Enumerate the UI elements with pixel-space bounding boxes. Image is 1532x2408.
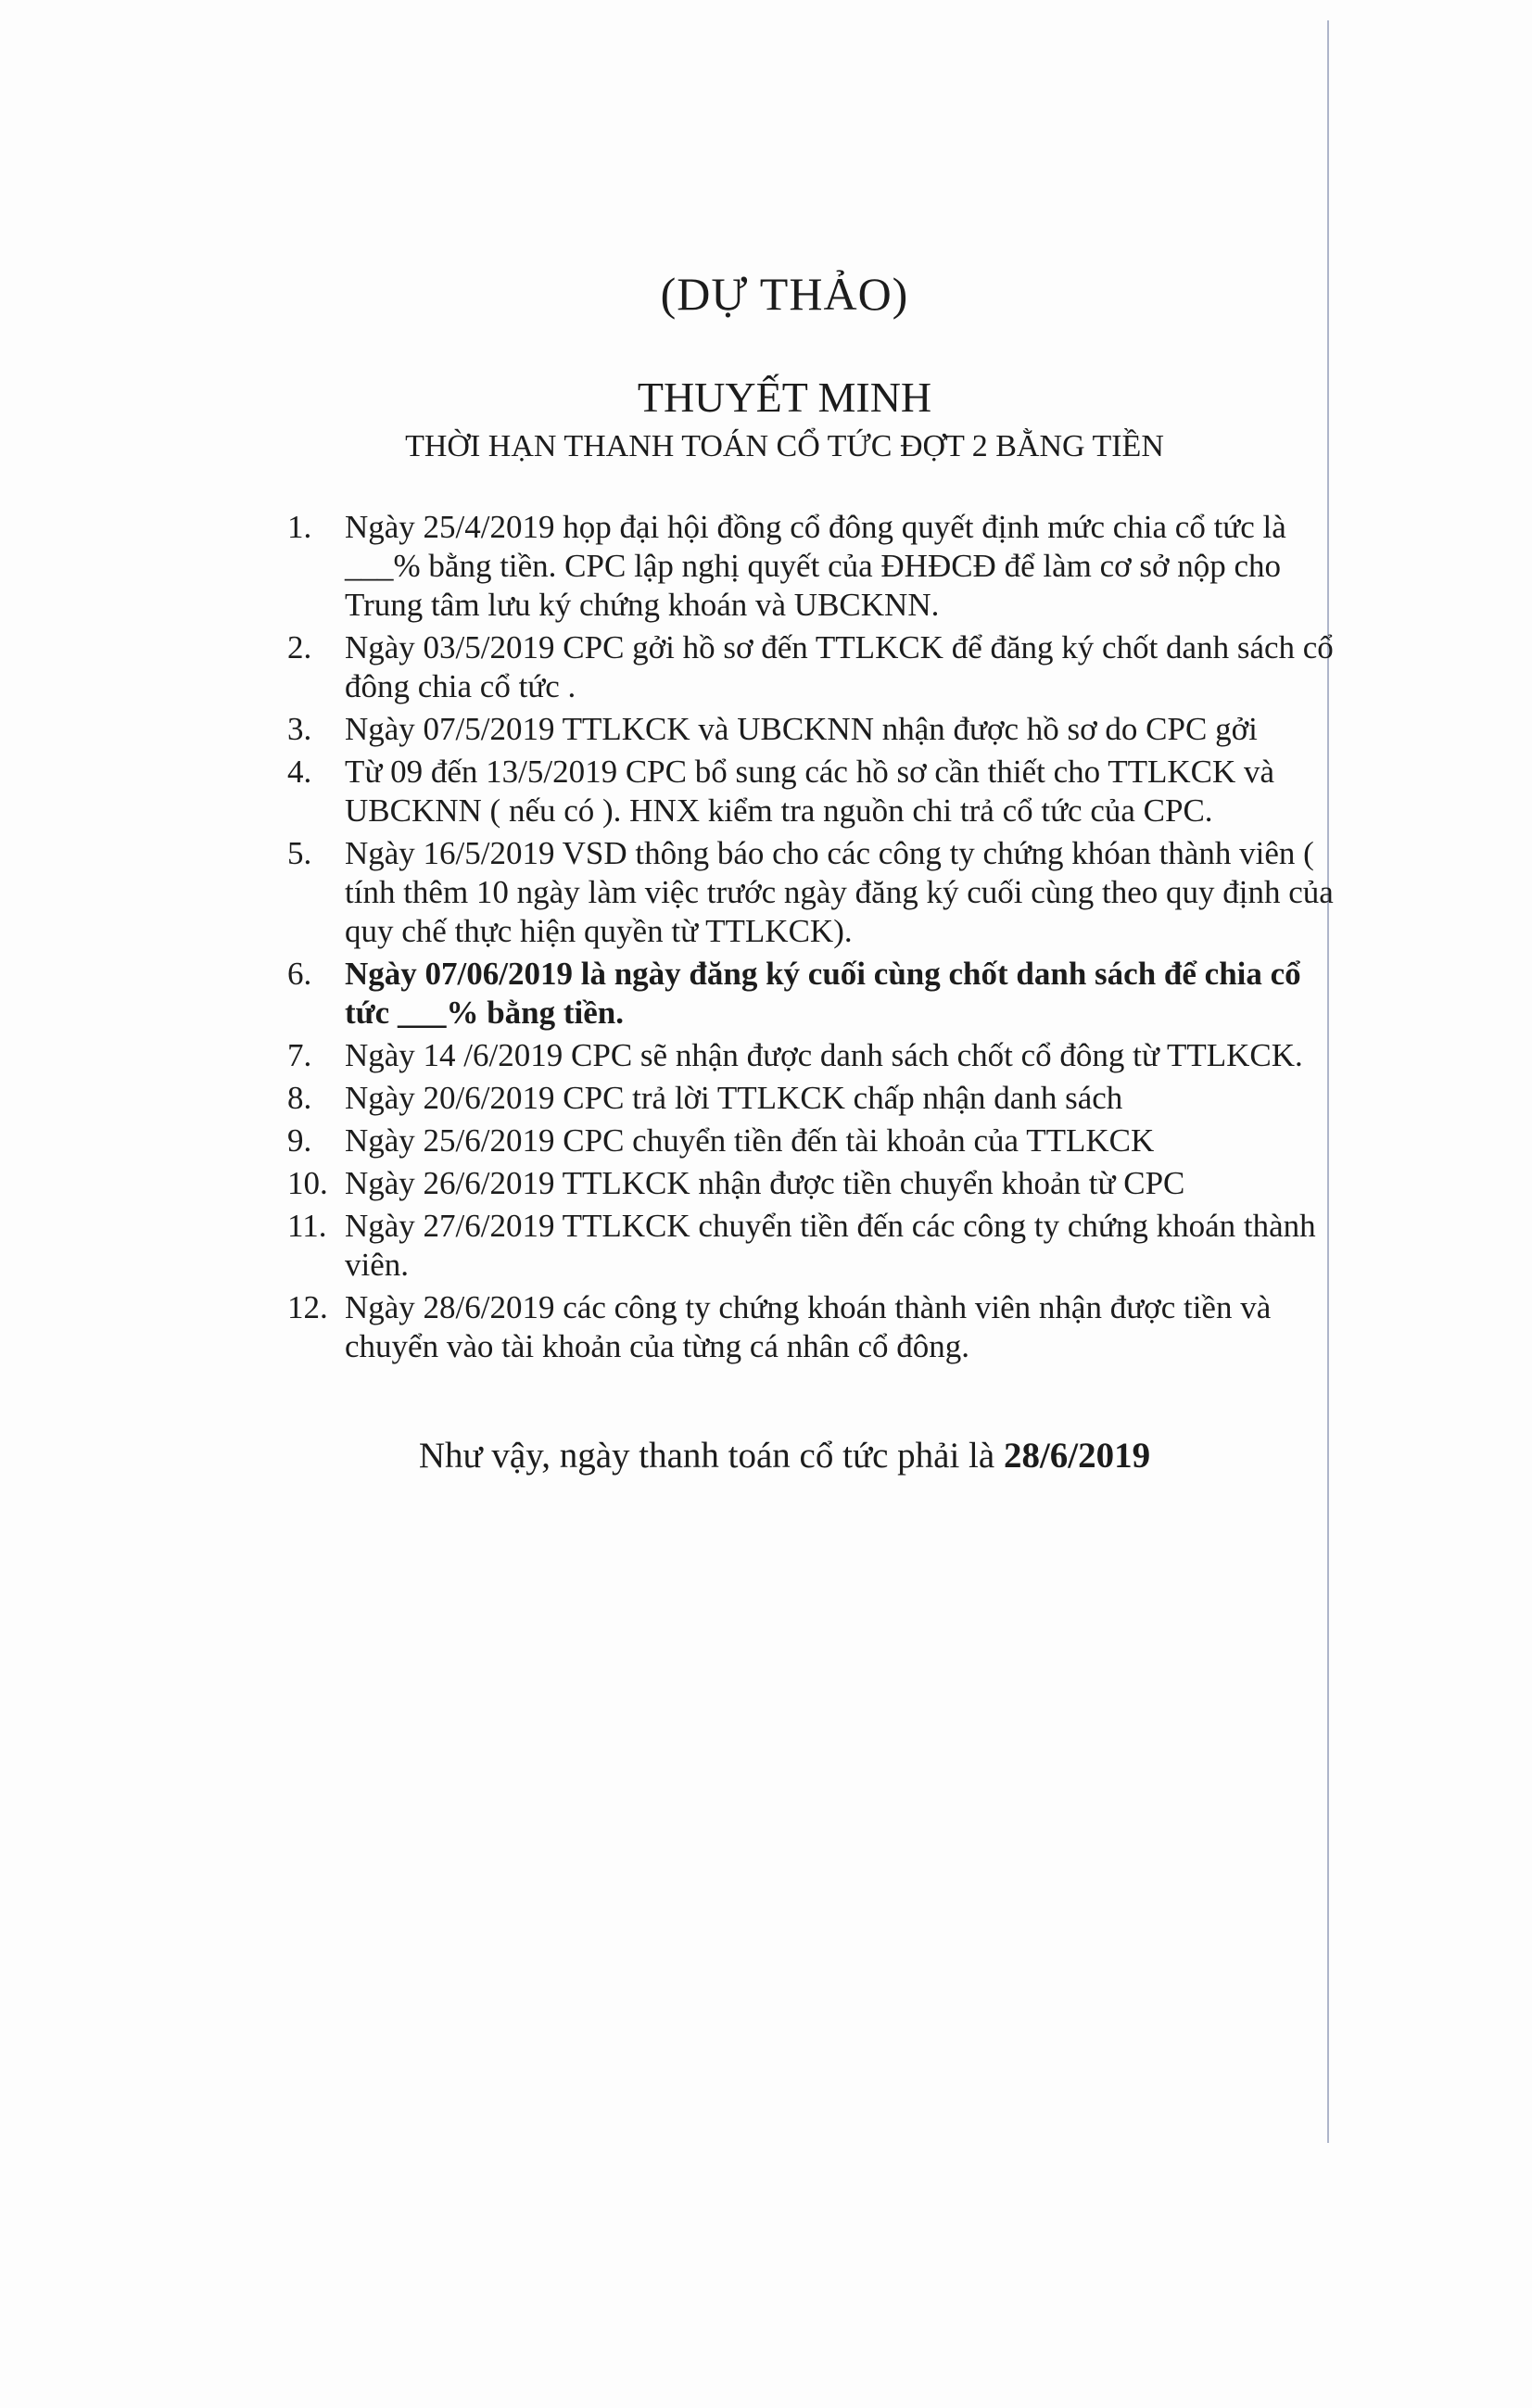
- list-item: [287, 1036, 1335, 1075]
- item-number: 9.: [287, 1122, 312, 1159]
- item-text: Từ 09 đến 13/5/2019 CPC bổ sung các hồ sơ cần thiết cho TTLKCK và UBCKNN ( nếu có ). HNX kiểm tra nguồn chi trả cổ tức của CPC.: [345, 754, 1275, 829]
- item-number: 4.: [287, 754, 312, 790]
- item-text: Ngày 14 /6/2019 CPC sẽ nhận được danh sách chốt cổ đông từ TTLKCK.: [345, 1037, 1303, 1073]
- item-text: Ngày 03/5/2019 CPC gởi hồ sơ đến TTLKCK để đăng ký chốt danh sách cổ đông chia cổ tức .: [345, 629, 1334, 704]
- item-number: 11.: [287, 1208, 327, 1244]
- list-item: [287, 1079, 1335, 1118]
- draft-label: (DỰ THẢO): [660, 268, 909, 320]
- item-number: 8.: [287, 1080, 312, 1116]
- item-number: 5.: [287, 835, 312, 871]
- list-item: [287, 1164, 1335, 1203]
- list-item: [287, 1207, 1335, 1285]
- document-title: THUYẾT MINH: [637, 374, 932, 421]
- item-number: 7.: [287, 1037, 312, 1073]
- item-text: Ngày 20/6/2019 CPC trả lời TTLKCK chấp nhận danh sách: [345, 1080, 1123, 1116]
- conclusion: [0, 1435, 1532, 1476]
- conclusion-text: Như vậy, ngày thanh toán cổ tức phải là: [418, 1436, 1004, 1476]
- list-item-highlighted: [287, 955, 1335, 1033]
- item-text: Ngày 26/6/2019 TTLKCK nhận được tiền chuyển khoản từ CPC: [345, 1165, 1185, 1201]
- item-text: Ngày 25/4/2019 họp đại hội đồng cổ đông quyết định mức chia cổ tức là ___% bằng tiền. CPC lập nghị quyết của ĐHĐCĐ để làm cơ sở nộp cho Trung tâm lưu ký chứng khoán và UBCKNN.: [345, 509, 1286, 623]
- payment-date: 28/6/2019: [1003, 1436, 1151, 1476]
- item-text: Ngày 27/6/2019 TTLKCK chuyển tiền đến các công ty chứng khoán thành viên.: [345, 1208, 1316, 1283]
- document-subtitle: THỜI HẠN THANH TOÁN CỔ TỨC ĐỢT 2 BẰNG TIỀN: [405, 429, 1164, 463]
- list-item: [287, 1122, 1335, 1160]
- item-number: 1.: [287, 509, 312, 545]
- item-text: Ngày 28/6/2019 các công ty chứng khoán thành viên nhận được tiền và chuyển vào tài khoản của từng cá nhân cổ đông.: [345, 1289, 1272, 1364]
- item-text: Ngày 25/6/2019 CPC chuyển tiền đến tài khoản của TTLKCK: [345, 1122, 1155, 1159]
- list-item: [287, 1288, 1335, 1366]
- list-item: [287, 753, 1335, 830]
- list-item: [287, 628, 1335, 706]
- item-number: 2.: [287, 629, 312, 665]
- list-item: [287, 508, 1335, 625]
- item-text: Ngày 16/5/2019 VSD thông báo cho các công ty chứng khóan thành viên ( tính thêm 10 ngày làm việc trước ngày đăng ký cuối cùng theo quy định của quy chế thực hiện quyền từ TTLKCK).: [345, 835, 1334, 949]
- schedule-list: [287, 508, 1335, 1370]
- list-item: [287, 834, 1335, 951]
- item-number: 3.: [287, 711, 312, 747]
- item-number: 6.: [287, 956, 312, 992]
- item-number: 10.: [287, 1165, 328, 1201]
- item-text: Ngày 07/06/2019 là ngày đăng ký cuối cùng chốt danh sách để chia cổ tức ___% bằng tiền.: [345, 956, 1301, 1031]
- item-text: Ngày 07/5/2019 TTLKCK và UBCKNN nhận được hồ sơ do CPC gởi: [345, 711, 1258, 747]
- list-item: [287, 710, 1335, 749]
- item-number: 12.: [287, 1289, 328, 1325]
